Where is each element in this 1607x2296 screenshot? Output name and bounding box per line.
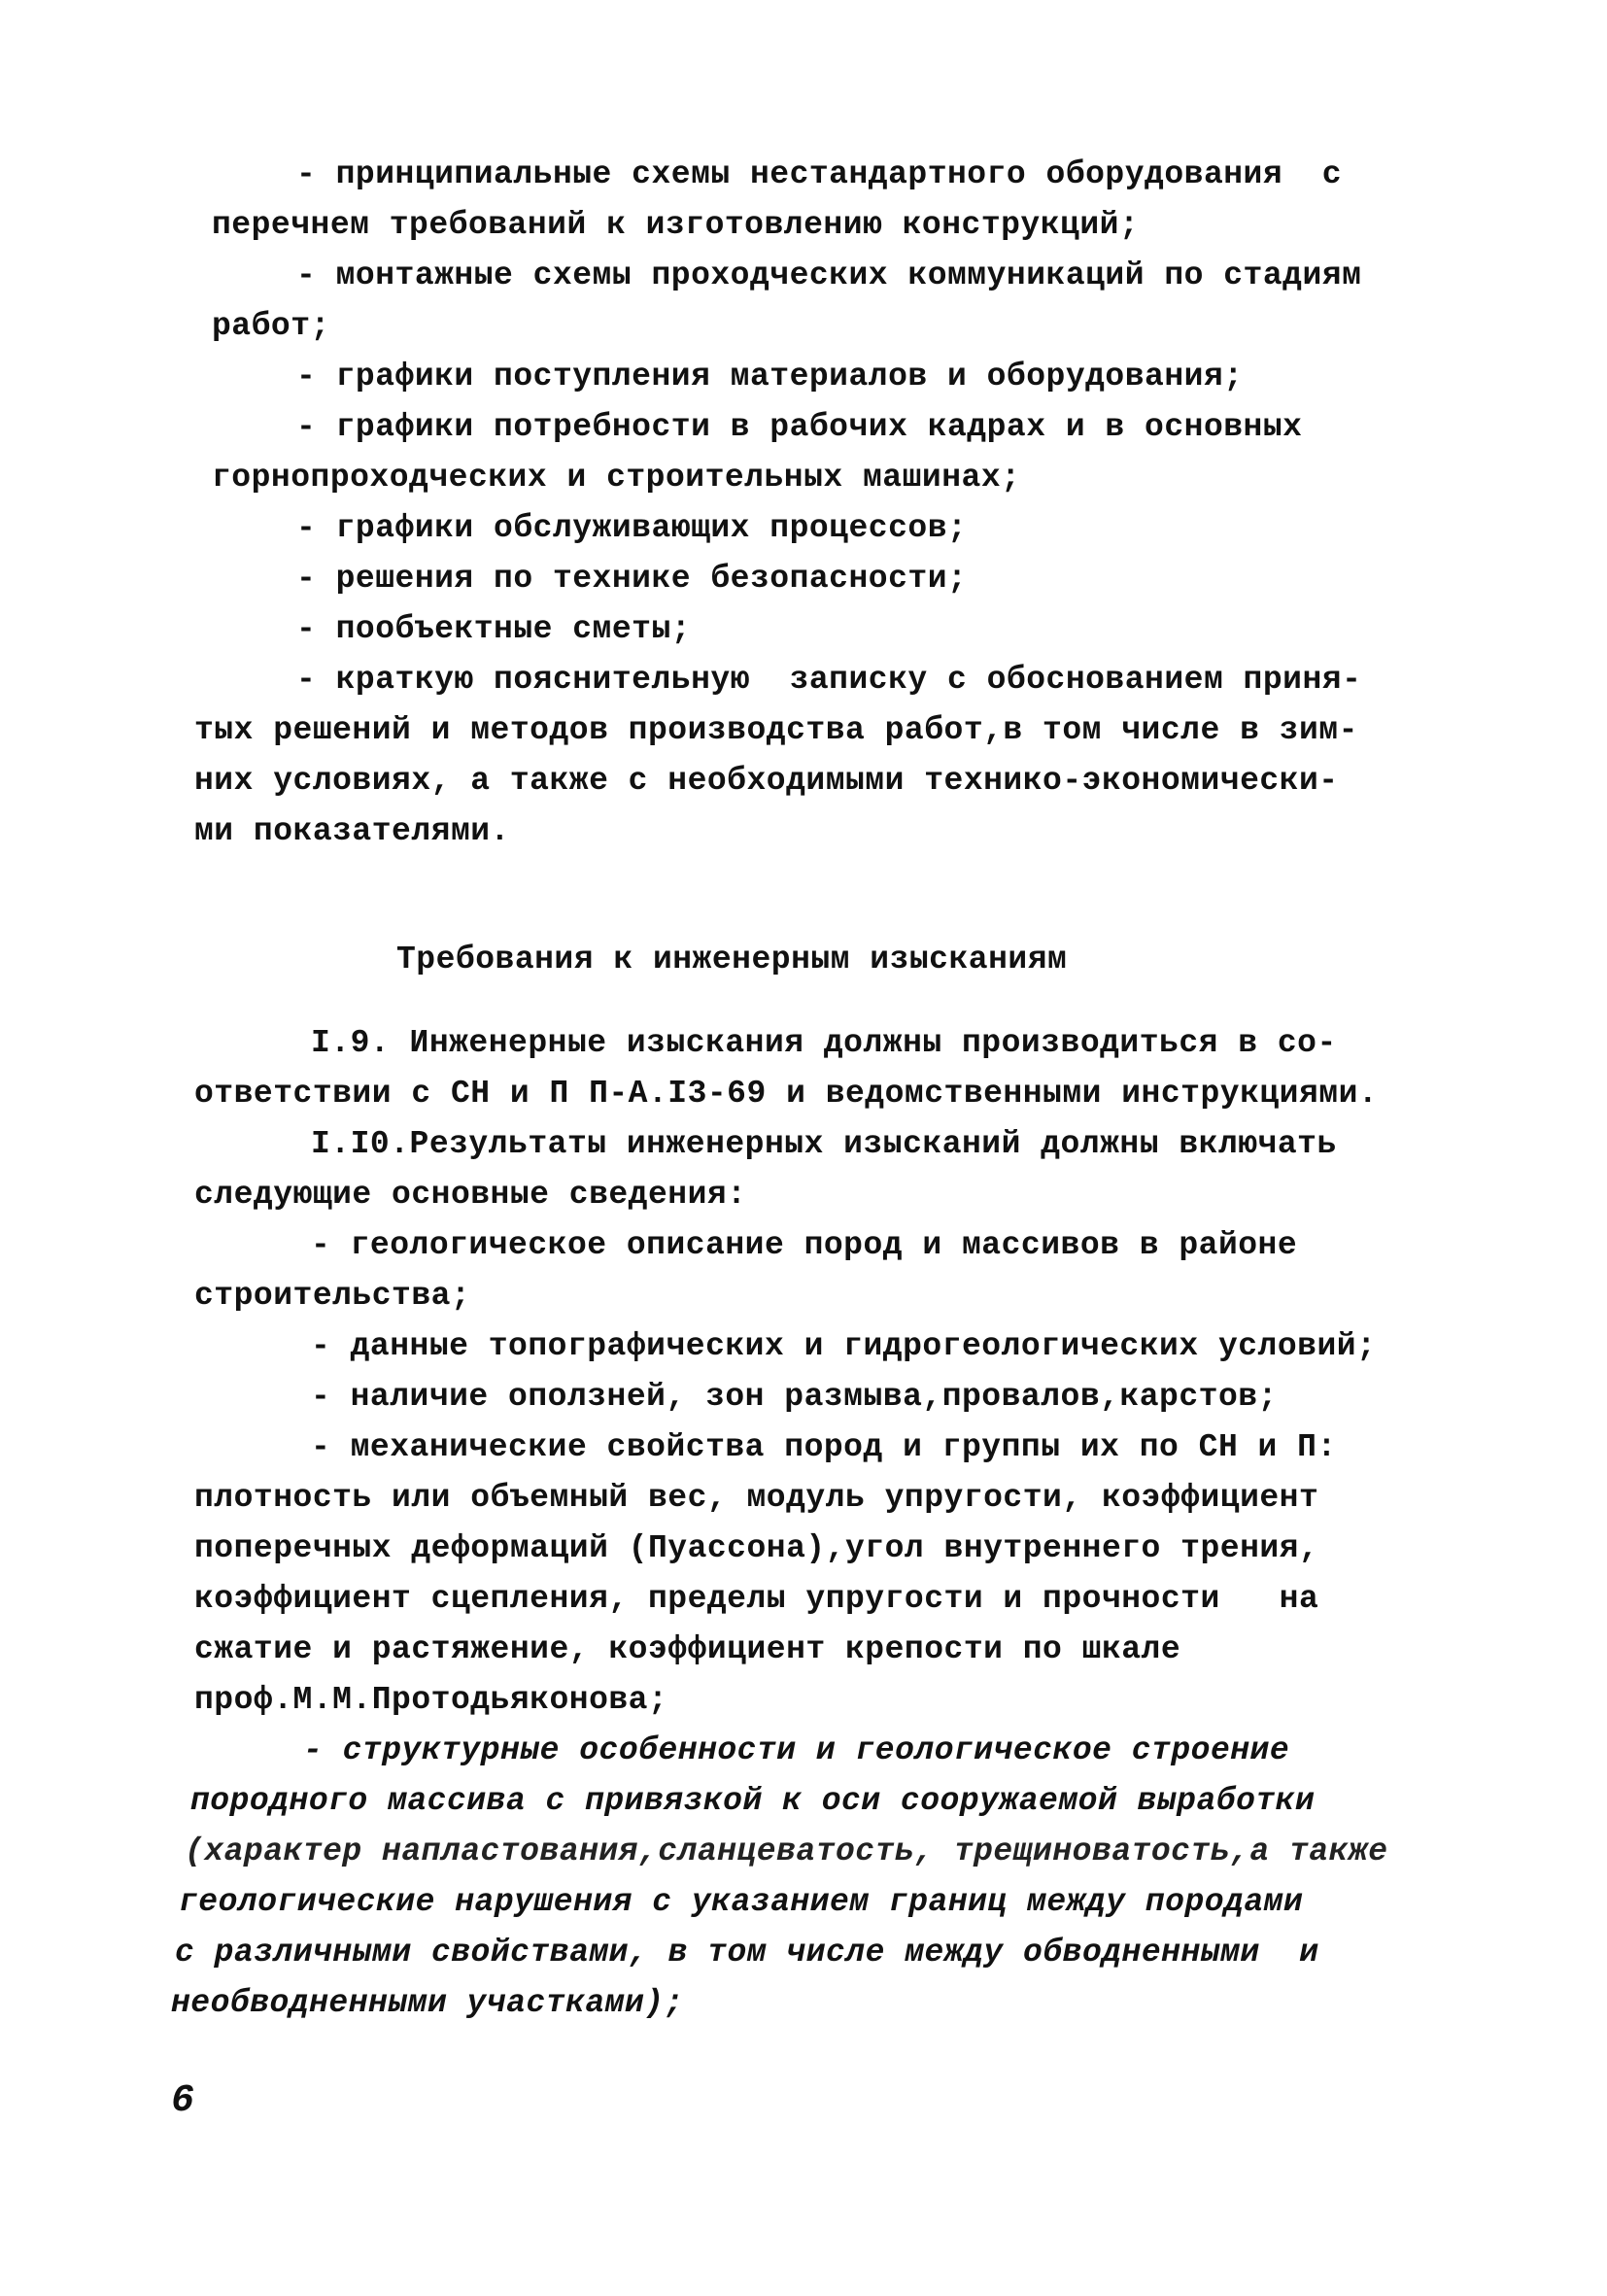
text-line: - геологическое описание пород и массивов в районе — [311, 1227, 1298, 1263]
text-line: - принципиальные схемы нестандартного оборудования с — [296, 156, 1343, 192]
text-line: - механические свойства пород и группы их по СН и П: — [311, 1429, 1337, 1465]
text-line: горнопроходческих и строительных машинах; — [212, 460, 1021, 496]
text-line: них условиях, а также с необходимыми технико-экономически- — [194, 763, 1339, 799]
text-line: тых решений и методов производства работ,в том числе в зим- — [194, 712, 1358, 748]
text-line: плотность или объемный вес, модуль упругости, коэффициент — [194, 1480, 1319, 1516]
text-line: ответствии с СН и П П-А.I3-69 и ведомственными инструкциями. — [194, 1076, 1379, 1112]
text-line: перечнем требований к изготовлению конструкций; — [212, 207, 1140, 243]
text-line: следующие основные сведения: — [194, 1177, 747, 1213]
text-line: - графики потребности в рабочих кадрах и в основных — [296, 409, 1303, 445]
text-line: необводненными участками); — [171, 1985, 684, 2021]
text-line: - монтажные схемы проходческих коммуникаций по стадиям — [296, 257, 1362, 293]
section-heading: Требования к инженерным изысканиям — [396, 942, 1068, 977]
text-line: проф.М.М.Протодьяконова; — [194, 1682, 668, 1718]
text-line: работ; — [212, 308, 330, 344]
text-line: I.I0.Результаты инженерных изысканий должны включать — [311, 1126, 1337, 1162]
text-line: коэффициент сцепления, пределы упругости и прочности на — [194, 1581, 1319, 1617]
text-line: - данные топографических и гидрогеологических условий; — [311, 1328, 1377, 1364]
text-line: сжатие и растяжение, коэффициент крепости по шкале — [194, 1631, 1181, 1667]
text-line: породного массива с привязкой к оси сооружаемой выработки — [190, 1783, 1316, 1819]
text-line: поперечных деформаций (Пуассона),угол внутреннего трения, — [194, 1530, 1319, 1566]
text-line: с различными свойствами, в том числе между обводненными и — [175, 1935, 1319, 1970]
text-line: строительства; — [194, 1278, 471, 1314]
text-line: - графики обслуживающих процессов; — [296, 510, 968, 546]
text-line: геологические нарушения с указанием границ между породами — [179, 1884, 1304, 1920]
text-line: ми показателями. — [194, 813, 510, 849]
text-line: - пообъектные сметы; — [296, 611, 692, 647]
text-line: (характер напластования,сланцеватость, трещиноватость,а также — [185, 1833, 1388, 1869]
text-line: - графики поступления материалов и оборудования; — [296, 359, 1244, 394]
text-line: - краткую пояснительную записку с обоснованием приня- — [296, 662, 1362, 698]
text-line: - решения по технике безопасности; — [296, 561, 968, 597]
text-line: - наличие оползней, зон размыва,провалов,карстов; — [311, 1379, 1278, 1415]
page-number: 6 — [171, 2079, 195, 2123]
text-line: I.9. Инженерные изыскания должны производиться в со- — [311, 1025, 1337, 1061]
text-line: - структурные особенности и геологическое строение — [303, 1732, 1290, 1768]
